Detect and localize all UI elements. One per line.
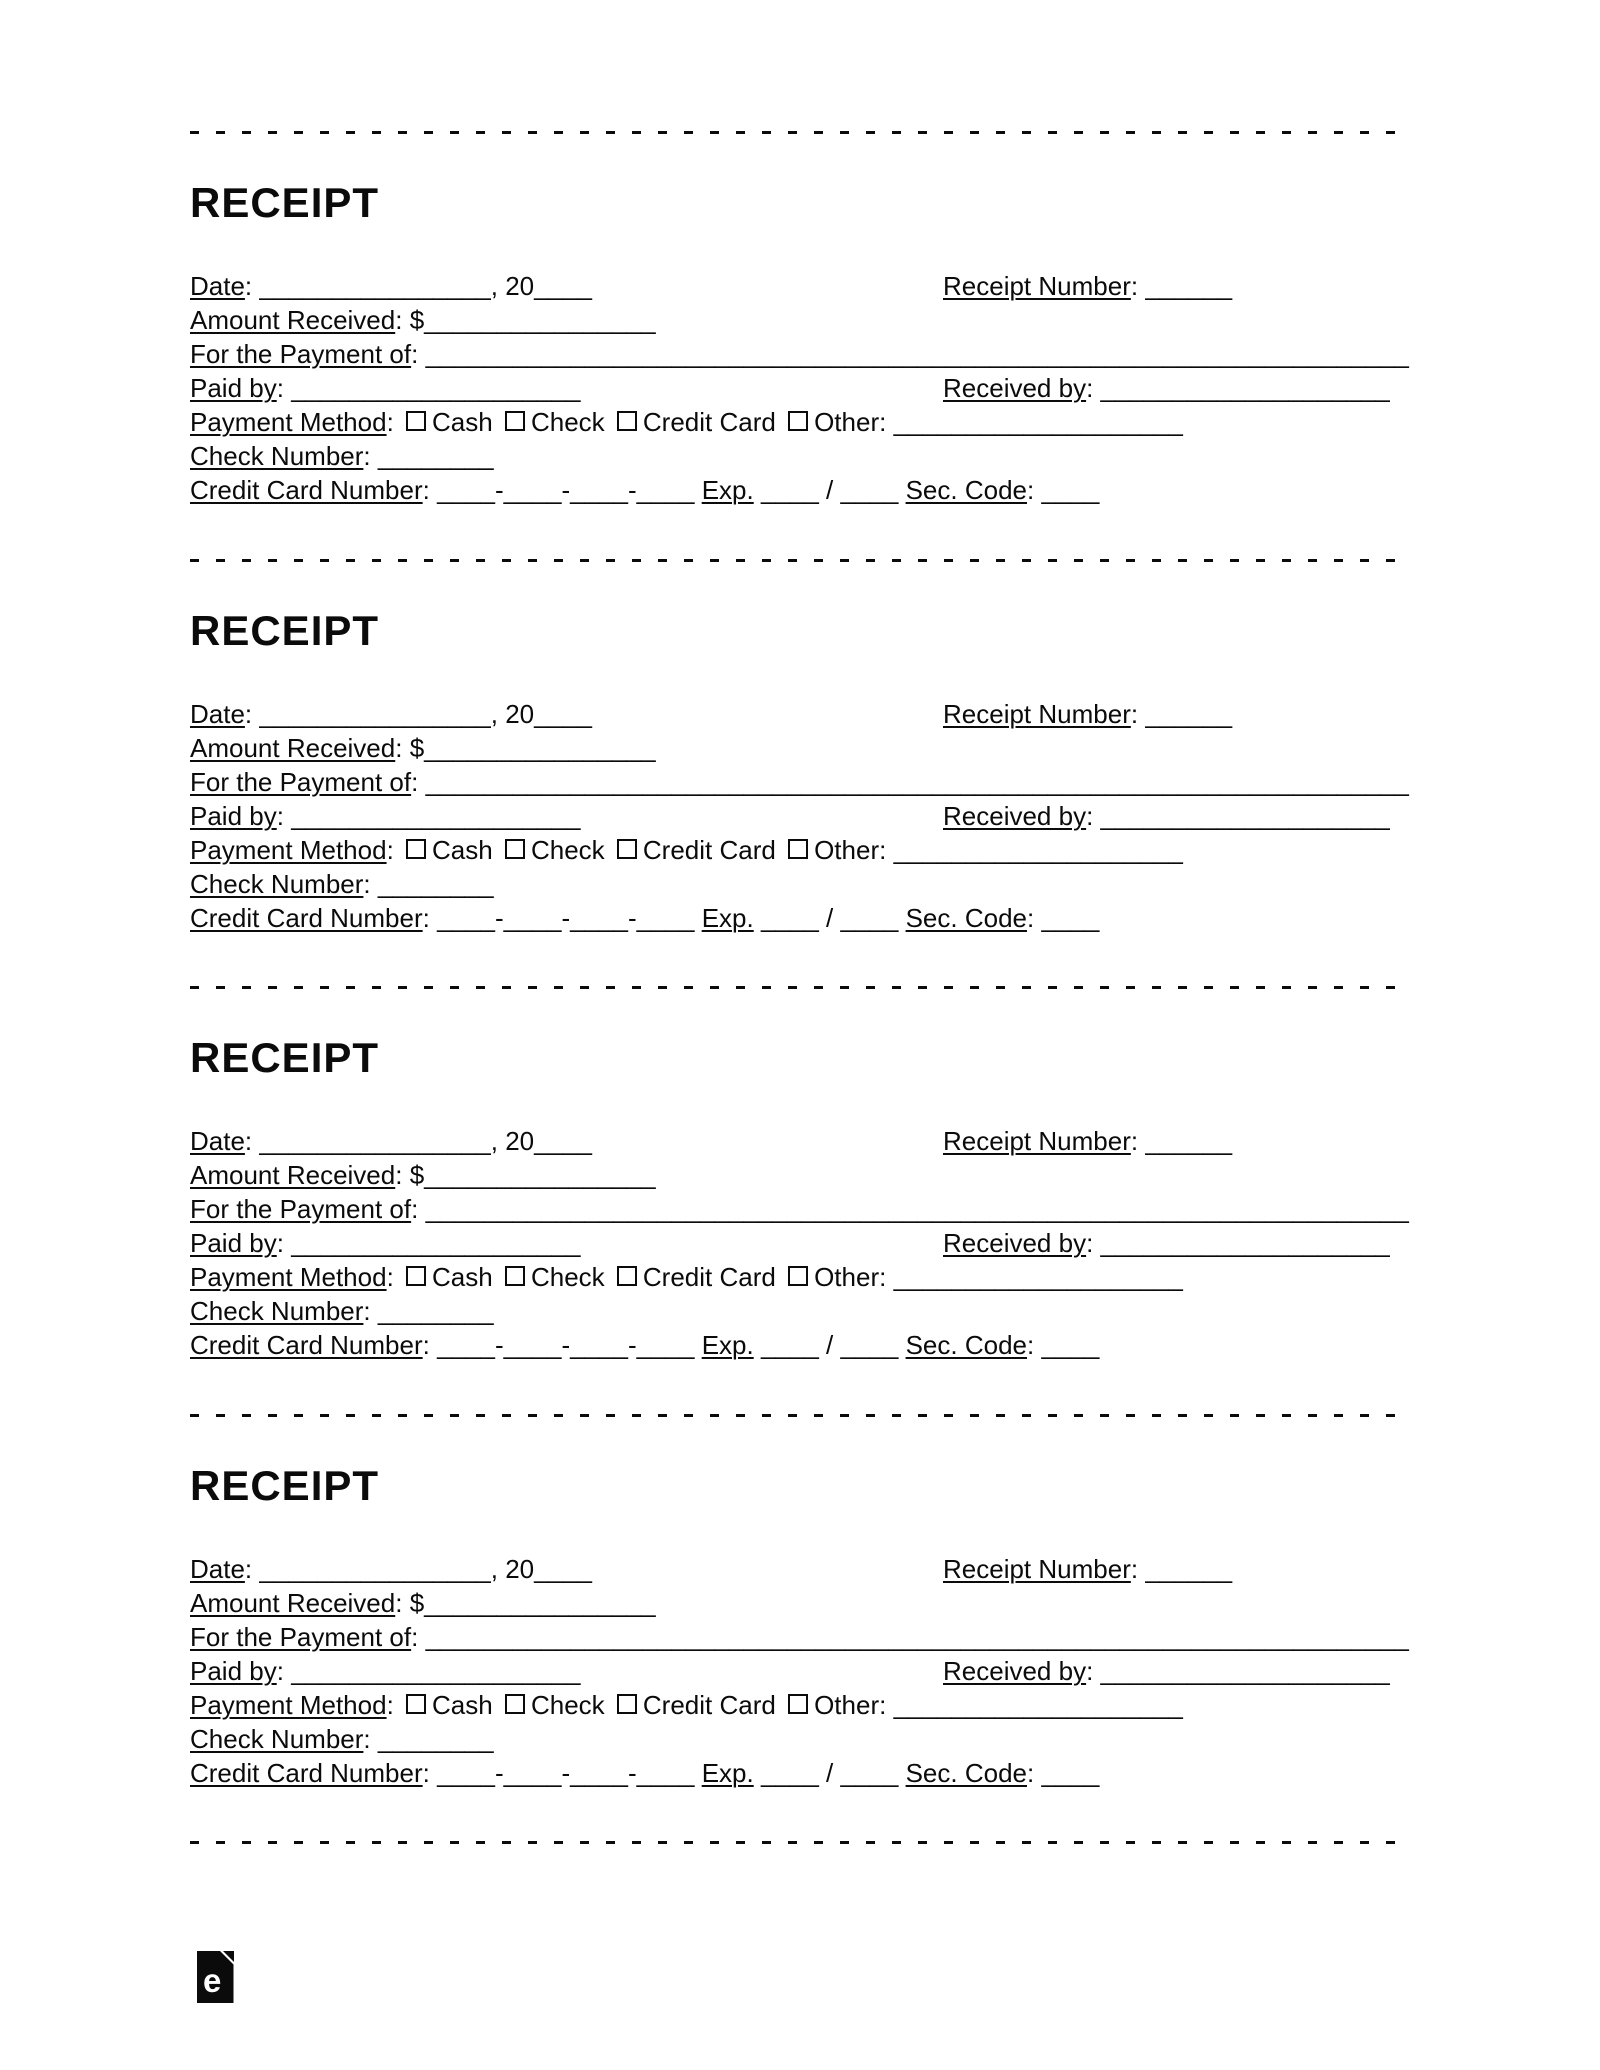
checkbox-cash[interactable] — [406, 839, 426, 859]
check-number-blank[interactable]: ________ — [377, 1296, 494, 1326]
date-label: Date — [190, 1554, 245, 1584]
receipt-number-blank[interactable]: ______ — [1145, 1554, 1233, 1584]
receipt-block — [190, 1414, 1410, 1842]
date-label: Date — [190, 699, 245, 729]
payment-of-label: For the Payment of — [190, 1622, 412, 1652]
paid-by-group — [190, 373, 580, 403]
check-number-row — [190, 439, 1410, 473]
colon: : — [395, 1160, 403, 1190]
checkbox-check[interactable] — [505, 411, 525, 431]
credit-card-label: Credit Card — [642, 835, 776, 865]
check-number-row — [190, 867, 1410, 901]
credit-card-label: Credit Card — [642, 1262, 776, 1292]
received-by-group — [943, 1226, 1390, 1260]
receipt-number-label: Receipt Number — [943, 1126, 1131, 1156]
check-label: Check — [530, 407, 605, 437]
checkbox-other[interactable] — [788, 1694, 808, 1714]
colon: : — [276, 1656, 284, 1686]
sec-code-blank[interactable]: ____ — [1041, 475, 1100, 505]
sec-code-blank[interactable]: ____ — [1041, 1758, 1100, 1788]
cash-label: Cash — [432, 1262, 493, 1292]
colon: : — [363, 1724, 371, 1754]
checkbox-cash[interactable] — [406, 411, 426, 431]
received-by-label: Received by — [943, 373, 1087, 403]
paid-by-row — [190, 799, 1410, 833]
credit-card-number-label: Credit Card Number — [190, 1758, 423, 1788]
amount-blank[interactable]: ________________ — [424, 1588, 656, 1618]
other-blank[interactable]: ____________________ — [893, 1262, 1183, 1292]
colon: : — [1086, 801, 1094, 831]
dashed-separator — [190, 986, 1402, 989]
colon: : — [386, 835, 394, 865]
receipt-number-group — [943, 269, 1232, 303]
other-blank[interactable]: ____________________ — [893, 835, 1183, 865]
colon: : — [386, 1262, 394, 1292]
exp-label: Exp. — [701, 1758, 754, 1788]
other-label: Other — [814, 1690, 880, 1720]
check-label: Check — [530, 1262, 605, 1292]
colon: : — [395, 305, 403, 335]
payment-of-row — [190, 1192, 1410, 1226]
paid-by-label: Paid by — [190, 801, 277, 831]
colon: : — [879, 1262, 887, 1292]
received-by-group — [943, 1654, 1390, 1688]
dashed-separator — [190, 559, 1402, 562]
colon: : — [386, 1690, 394, 1720]
colon: : — [422, 1758, 430, 1788]
amount-received-label: Amount Received — [190, 305, 396, 335]
payment-method-label: Payment Method — [190, 835, 387, 865]
year-prefix: , 20 — [490, 271, 535, 301]
other-label: Other — [814, 407, 880, 437]
colon: : — [411, 339, 419, 369]
checkbox-cash[interactable] — [406, 1694, 426, 1714]
colon: : — [1130, 699, 1139, 729]
dollar-sign: $ — [409, 1588, 425, 1618]
payment-of-row — [190, 1620, 1410, 1654]
paid-by-blank[interactable]: ____________________ — [291, 1228, 581, 1258]
other-blank[interactable]: ____________________ — [893, 1690, 1183, 1720]
exp-month-blank[interactable]: ____ — [760, 1330, 819, 1360]
dashed-separator — [190, 1841, 1402, 1844]
amount-received-row — [190, 303, 1410, 337]
dollar-sign: $ — [409, 733, 425, 763]
receipt-fields — [190, 1552, 1410, 1790]
colon: : — [1130, 271, 1139, 301]
date-row — [190, 697, 1410, 731]
document-icon — [197, 1951, 234, 2003]
receipt-fields — [190, 1124, 1410, 1362]
receipt-title: RECEIPT — [190, 607, 380, 654]
date-blank[interactable]: ________________ — [259, 1554, 491, 1584]
check-number-blank[interactable]: ________ — [377, 441, 494, 471]
received-by-group — [943, 371, 1390, 405]
sec-code-label: Sec. Code — [905, 475, 1027, 505]
credit-card-number-label: Credit Card Number — [190, 475, 423, 505]
received-by-label: Received by — [943, 1228, 1087, 1258]
credit-card-number-blank[interactable]: ____-____-____-____ — [437, 1758, 695, 1788]
receipt-number-blank[interactable]: ______ — [1145, 699, 1233, 729]
date-row — [190, 269, 1410, 303]
paid-by-label: Paid by — [190, 373, 277, 403]
date-group — [190, 1554, 592, 1584]
paid-by-group — [190, 1228, 580, 1258]
credit-card-label: Credit Card — [642, 407, 776, 437]
slash: / — [826, 1758, 834, 1788]
dashed-separator — [190, 1414, 1402, 1417]
amount-received-label: Amount Received — [190, 1588, 396, 1618]
slash: / — [826, 1330, 834, 1360]
receipt-title: RECEIPT — [190, 1462, 380, 1509]
check-number-row — [190, 1294, 1410, 1328]
credit-card-row — [190, 1756, 1410, 1790]
colon: : — [1026, 1758, 1035, 1788]
slash: / — [826, 475, 834, 505]
colon: : — [363, 869, 371, 899]
colon: : — [879, 835, 887, 865]
received-by-group — [943, 799, 1390, 833]
payment-of-row — [190, 765, 1410, 799]
colon: : — [422, 903, 430, 933]
sec-code-label: Sec. Code — [905, 903, 1027, 933]
date-row — [190, 1124, 1410, 1158]
receipt-block — [190, 131, 1410, 559]
exp-year-blank[interactable]: ____ — [840, 475, 899, 505]
paid-by-blank[interactable]: ____________________ — [291, 1656, 581, 1686]
colon: : — [1026, 903, 1035, 933]
amount-received-label: Amount Received — [190, 733, 396, 763]
paid-by-blank[interactable]: ____________________ — [291, 801, 581, 831]
receipt-fields — [190, 269, 1410, 507]
amount-received-row — [190, 1586, 1410, 1620]
receipt-number-blank[interactable]: ______ — [1145, 271, 1233, 301]
colon: : — [244, 271, 253, 301]
amount-blank[interactable]: ________________ — [424, 733, 656, 763]
payment-of-blank[interactable]: ____________________________________________________________________ — [425, 1622, 1409, 1652]
checkbox-check[interactable] — [505, 839, 525, 859]
payment-of-blank[interactable]: ____________________________________________________________________ — [425, 339, 1409, 369]
paid-by-row — [190, 1226, 1410, 1260]
sec-code-label: Sec. Code — [905, 1330, 1027, 1360]
received-by-blank[interactable]: ____________________ — [1100, 373, 1390, 403]
dollar-sign: $ — [409, 1160, 425, 1190]
colon: : — [363, 441, 371, 471]
colon: : — [386, 407, 394, 437]
dashed-separator — [190, 131, 1402, 134]
colon: : — [363, 1296, 371, 1326]
receipt-number-blank[interactable]: ______ — [1145, 1126, 1233, 1156]
year-prefix: , 20 — [490, 1126, 535, 1156]
payment-of-label: For the Payment of — [190, 767, 412, 797]
other-blank[interactable]: ____________________ — [893, 407, 1183, 437]
exp-month-blank[interactable]: ____ — [760, 1758, 819, 1788]
receipt-number-label: Receipt Number — [943, 271, 1131, 301]
colon: : — [395, 733, 403, 763]
other-label: Other — [814, 835, 880, 865]
checkbox-check[interactable] — [505, 1694, 525, 1714]
payment-method-label: Payment Method — [190, 1262, 387, 1292]
receipt-number-group — [943, 1124, 1232, 1158]
date-year-blank[interactable]: ____ — [534, 1554, 592, 1584]
credit-card-number-label: Credit Card Number — [190, 903, 423, 933]
sec-code-label: Sec. Code — [905, 1758, 1027, 1788]
date-group — [190, 271, 592, 301]
amount-received-label: Amount Received — [190, 1160, 396, 1190]
checkbox-credit-card[interactable] — [617, 1266, 637, 1286]
paid-by-group — [190, 1656, 580, 1686]
credit-card-number-blank[interactable]: ____-____-____-____ — [437, 903, 695, 933]
amount-blank[interactable]: ________________ — [424, 1160, 656, 1190]
check-number-label: Check Number — [190, 1296, 364, 1326]
payment-of-row — [190, 337, 1410, 371]
checkbox-other[interactable] — [788, 411, 808, 431]
paid-by-blank[interactable]: ____________________ — [291, 373, 581, 403]
date-year-blank[interactable]: ____ — [534, 1126, 592, 1156]
checkbox-credit-card[interactable] — [617, 1694, 637, 1714]
receipt-title: RECEIPT — [190, 179, 380, 226]
colon: : — [276, 1228, 284, 1258]
exp-month-blank[interactable]: ____ — [760, 903, 819, 933]
check-label: Check — [530, 835, 605, 865]
check-label: Check — [530, 1690, 605, 1720]
payment-of-label: For the Payment of — [190, 339, 412, 369]
cash-label: Cash — [432, 407, 493, 437]
colon: : — [411, 1194, 419, 1224]
exp-year-blank[interactable]: ____ — [840, 1330, 899, 1360]
colon: : — [244, 699, 253, 729]
receipt-title: RECEIPT — [190, 1034, 380, 1081]
date-group — [190, 699, 592, 729]
date-blank[interactable]: ________________ — [259, 699, 491, 729]
payment-of-blank[interactable]: ____________________________________________________________________ — [425, 767, 1409, 797]
year-prefix: , 20 — [490, 1554, 535, 1584]
checkbox-cash[interactable] — [406, 1266, 426, 1286]
received-by-blank[interactable]: ____________________ — [1100, 801, 1390, 831]
date-year-blank[interactable]: ____ — [534, 271, 592, 301]
colon: : — [1086, 373, 1094, 403]
check-number-label: Check Number — [190, 1724, 364, 1754]
paid-by-group — [190, 801, 580, 831]
date-row — [190, 1552, 1410, 1586]
slash: / — [826, 903, 834, 933]
checkbox-other[interactable] — [788, 839, 808, 859]
receipt-block — [190, 986, 1410, 1414]
checkbox-credit-card[interactable] — [617, 411, 637, 431]
check-number-blank[interactable]: ________ — [377, 869, 494, 899]
amount-received-row — [190, 1158, 1410, 1192]
colon: : — [879, 407, 887, 437]
year-prefix: , 20 — [490, 699, 535, 729]
paid-by-label: Paid by — [190, 1228, 277, 1258]
payment-of-blank[interactable]: ____________________________________________________________________ — [425, 1194, 1409, 1224]
amount-blank[interactable]: ________________ — [424, 305, 656, 335]
colon: : — [1086, 1228, 1094, 1258]
date-label: Date — [190, 1126, 245, 1156]
received-by-label: Received by — [943, 1656, 1087, 1686]
colon: : — [1130, 1554, 1139, 1584]
payment-method-label: Payment Method — [190, 407, 387, 437]
checkbox-other[interactable] — [788, 1266, 808, 1286]
credit-card-label: Credit Card — [642, 1690, 776, 1720]
credit-card-row — [190, 901, 1410, 935]
cash-label: Cash — [432, 835, 493, 865]
colon: : — [395, 1588, 403, 1618]
colon: : — [244, 1554, 253, 1584]
amount-received-row — [190, 731, 1410, 765]
payment-method-row — [190, 405, 1410, 439]
logo-letter: e — [203, 1962, 222, 1999]
date-year-blank[interactable]: ____ — [534, 699, 592, 729]
payment-method-row — [190, 1260, 1410, 1294]
colon: : — [1026, 475, 1035, 505]
credit-card-number-label: Credit Card Number — [190, 1330, 423, 1360]
receipt-number-group — [943, 697, 1232, 731]
exp-year-blank[interactable]: ____ — [840, 1758, 899, 1788]
colon: : — [411, 767, 419, 797]
receipt-fields — [190, 697, 1410, 935]
date-label: Date — [190, 271, 245, 301]
exp-month-blank[interactable]: ____ — [760, 475, 819, 505]
exp-label: Exp. — [701, 903, 754, 933]
colon: : — [276, 801, 284, 831]
colon: : — [422, 475, 430, 505]
other-label: Other — [814, 1262, 880, 1292]
receipt-number-label: Receipt Number — [943, 699, 1131, 729]
payment-of-label: For the Payment of — [190, 1194, 412, 1224]
colon: : — [422, 1330, 430, 1360]
date-blank[interactable]: ________________ — [259, 1126, 491, 1156]
checkbox-credit-card[interactable] — [617, 839, 637, 859]
credit-card-number-blank[interactable]: ____-____-____-____ — [437, 475, 695, 505]
eforms-logo — [197, 1951, 234, 2003]
exp-label: Exp. — [701, 475, 754, 505]
exp-year-blank[interactable]: ____ — [840, 903, 899, 933]
receipt-number-group — [943, 1552, 1232, 1586]
received-by-blank[interactable]: ____________________ — [1100, 1656, 1390, 1686]
check-number-label: Check Number — [190, 869, 364, 899]
dollar-sign: $ — [409, 305, 425, 335]
check-number-label: Check Number — [190, 441, 364, 471]
receipt-block — [190, 559, 1410, 987]
credit-card-number-blank[interactable]: ____-____-____-____ — [437, 1330, 695, 1360]
credit-card-row — [190, 473, 1410, 507]
paid-by-row — [190, 1654, 1410, 1688]
date-blank[interactable]: ________________ — [259, 271, 491, 301]
credit-card-row — [190, 1328, 1410, 1362]
receipt-number-label: Receipt Number — [943, 1554, 1131, 1584]
paid-by-label: Paid by — [190, 1656, 277, 1686]
colon: : — [1026, 1330, 1035, 1360]
sec-code-blank[interactable]: ____ — [1041, 1330, 1100, 1360]
checkbox-check[interactable] — [505, 1266, 525, 1286]
payment-method-row — [190, 1688, 1410, 1722]
colon: : — [244, 1126, 253, 1156]
sec-code-blank[interactable]: ____ — [1041, 903, 1100, 933]
check-number-blank[interactable]: ________ — [377, 1724, 494, 1754]
colon: : — [879, 1690, 887, 1720]
paid-by-row — [190, 371, 1410, 405]
colon: : — [1086, 1656, 1094, 1686]
exp-label: Exp. — [701, 1330, 754, 1360]
colon: : — [1130, 1126, 1139, 1156]
payment-method-label: Payment Method — [190, 1690, 387, 1720]
received-by-blank[interactable]: ____________________ — [1100, 1228, 1390, 1258]
colon: : — [276, 373, 284, 403]
colon: : — [411, 1622, 419, 1652]
cash-label: Cash — [432, 1690, 493, 1720]
check-number-row — [190, 1722, 1410, 1756]
payment-method-row — [190, 833, 1410, 867]
date-group — [190, 1126, 592, 1156]
received-by-label: Received by — [943, 801, 1087, 831]
